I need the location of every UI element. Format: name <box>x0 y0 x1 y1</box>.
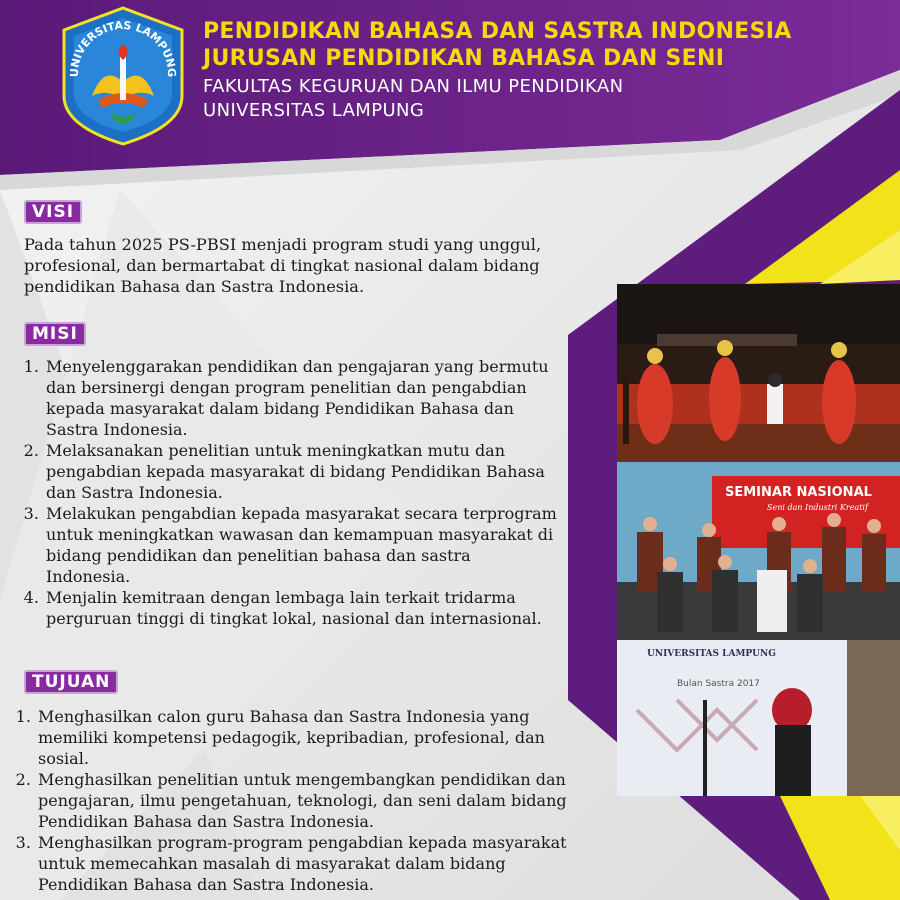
visi-line: pendidikan Bahasa dan Sastra Indonesia. <box>24 277 365 296</box>
misi-list <box>20 356 559 629</box>
event-banner-title: Bulan Sastra 2017 <box>677 679 760 689</box>
list-item: 2. Melaksanakan penelitian untuk meningkatkan mutu dan pengabdian kepada masyarakat di bidang Pendidikan Bahasa dan Sastra Indonesia. <box>44 440 559 503</box>
seminar-banner-text: SEMINAR NASIONAL <box>725 485 872 500</box>
list-item: 3. Menghasilkan program-program pengabdian kepada masyarakat untuk memecahkan masalah di masyarakat dalam bidang Pendidikan Bahasa dan Sastra Indonesia. <box>36 832 576 895</box>
faculty-title: FAKULTAS KEGURUAN DAN ILMU PENDIDIKAN <box>203 76 624 97</box>
list-item: 4. Menjalin kemitraan dengan lembaga lain terkait tridarma perguruan tinggi di tingkat lokal, nasional dan internasional. <box>44 587 559 629</box>
visi-text <box>24 234 584 297</box>
dance-performance-photo <box>617 284 900 462</box>
visi-line: Pada tahun 2025 PS-PBSI menjadi program studi yang unggul, <box>24 235 542 254</box>
event-banner-university: UNIVERSITAS LAMPUNG <box>647 649 776 659</box>
misi-heading: MISI <box>24 322 86 346</box>
svg-text:UNIVERSITAS LAMPUNG: UNIVERSITAS LAMPUNG <box>67 18 179 78</box>
seminar-banner-sub: Seni dan Industri Kreatif <box>767 503 868 512</box>
tujuan-heading: TUJUAN <box>24 670 118 694</box>
tujuan-list <box>12 706 576 895</box>
program-title: PENDIDIKAN BAHASA DAN SASTRA INDONESIA <box>203 19 792 44</box>
department-title: JURUSAN PENDIDIKAN BAHASA DAN SENI <box>203 46 725 71</box>
list-item: 1. Menyelenggarakan pendidikan dan pengajaran yang bermutu dan bersinergi dengan program penelitian dan pengabdian kepada masyarakat dalam bidang Pendidikan Bahasa dan Sastra Indonesia. <box>44 356 559 440</box>
university-logo <box>52 4 194 146</box>
bulan-sastra-photo <box>617 640 900 796</box>
list-item: 3. Melakukan pengabdian kepada masyarakat secara terprogram untuk meningkatkan wawasan dan kemampuan masyarakat di bidang pendidikan dan penelitian bahasa dan sastra Indonesia. <box>44 503 559 587</box>
visi-line: profesional, dan bermartabat di tingkat nasional dalam bidang <box>24 256 540 275</box>
visi-heading: VISI <box>24 200 82 224</box>
seminar-photo <box>617 462 900 640</box>
list-item: 2. Menghasilkan penelitian untuk mengembangkan pendidikan dan pengajaran, ilmu pengetahuan, teknologi, dan seni dalam bidang Pendidikan Bahasa dan Sastra Indonesia. <box>36 769 576 832</box>
university-title: UNIVERSITAS LAMPUNG <box>203 100 425 121</box>
header-text <box>203 18 792 123</box>
list-item: 1. Menghasilkan calon guru Bahasa dan Sastra Indonesia yang memiliki kompetensi pedagogik, kepribadian, profesional, dan sosial. <box>36 706 576 769</box>
photo-collage <box>617 284 900 796</box>
